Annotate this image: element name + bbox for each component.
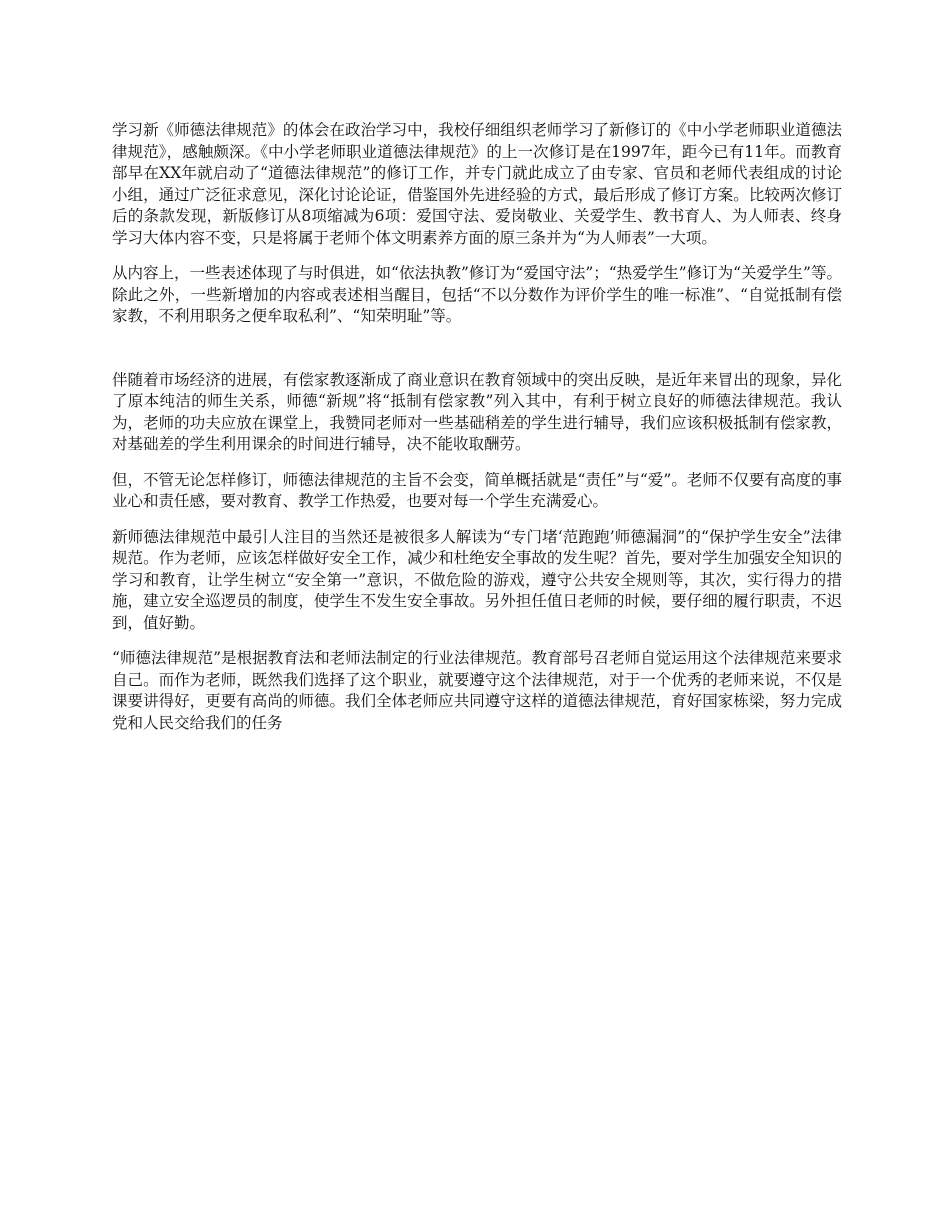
paragraph-1: 学习新《师德法律规范》的体会在政治学习中，我校仔细组织老师学习了新修订的《中小学老师职业道德法律规范》，感触颇深。《中小学老师职业道德法律规范》的上一次修订是在1997年，距今已有11年。而教育部早在XX年就启动了“道德法律规范”的修订工作，并专门就此成立了由专家、官员和老师代表组成的讨论小组，通过广泛征求意见，深化讨论论证，借鉴国外先进经验的方式，最后形成了修订方案。比较两次修订后的条款发现，新版修订从8项缩减为6项：爱国守法、爱岗敬业、关爱学生、教书育人、为人师表、终身学习大体内容不变，只是将属于老师个体文明素养方面的原三条并为“为人师表”一大项。 xyxy=(112,121,842,247)
section-gap xyxy=(112,328,842,370)
paragraph-6: “师德法律规范”是根据教育法和老师法制定的行业法律规范。教育部号召老师自觉运用这个法律规范来要求自己。而作为老师，既然我们选择了这个职业，就要遵守这个法律规范，对于一个优秀的老师来说，不仅是课要讲得好，更要有高尚的师德。我们全体老师应共同遵守这样的道德法律规范，育好国家栋梁，努力完成党和人民交给我们的任务 xyxy=(112,649,842,732)
paragraph-3: 伴随着市场经济的进展，有偿家教逐渐成了商业意识在教育领域中的突出反映，是近年来冒出的现象，异化了原本纯洁的师生关系，师德“新规”将“抵制有偿家教”列入其中，有利于树立良好的师德法律规范。我认为，老师的功夫应放在课堂上，我赞同老师对一些基础稍差的学生进行辅导，我们应该积极抵制有偿家教，对基础差的学生利用课余的时间进行辅导，决不能收取酬劳。 xyxy=(112,370,842,453)
paragraph-2: 从内容上，一些表述体现了与时俱进，如“依法执教”修订为“爱国守法”；“热爱学生”修订为“关爱学生”等。除此之外，一些新增加的内容或表述相当醒目，包括“不以分数作为评价学生的唯一标准”、“自觉抵制有偿家教，不利用职务之便牟取私利”、“知荣明耻”等。 xyxy=(112,264,842,325)
paragraph-5: 新师德法律规范中最引人注目的当然还是被很多人解读为“专门堵‘范跑跑’师德漏洞”的“保护学生安全”法律规范。作为老师，应该怎样做好安全工作，减少和杜绝安全事故的发生呢？首先，要对学生加强安全知识的学习和教育，让学生树立“安全第一”意识，不做危险的游戏，遵守公共安全规则等，其次，实行得力的措施，建立安全巡逻员的制度，使学生不发生安全事故。另外担任值日老师的时候，要仔细的履行职责，不迟到，值好勤。 xyxy=(112,527,842,632)
paragraph-4: 但，不管无论怎样修订，师德法律规范的主旨不会变，简单概括就是“责任”与“爱”。老师不仅要有高度的事业心和责任感，要对教育、教学工作热爱，也要对每一个学生充满爱心。 xyxy=(112,470,842,510)
document-body xyxy=(112,120,842,748)
